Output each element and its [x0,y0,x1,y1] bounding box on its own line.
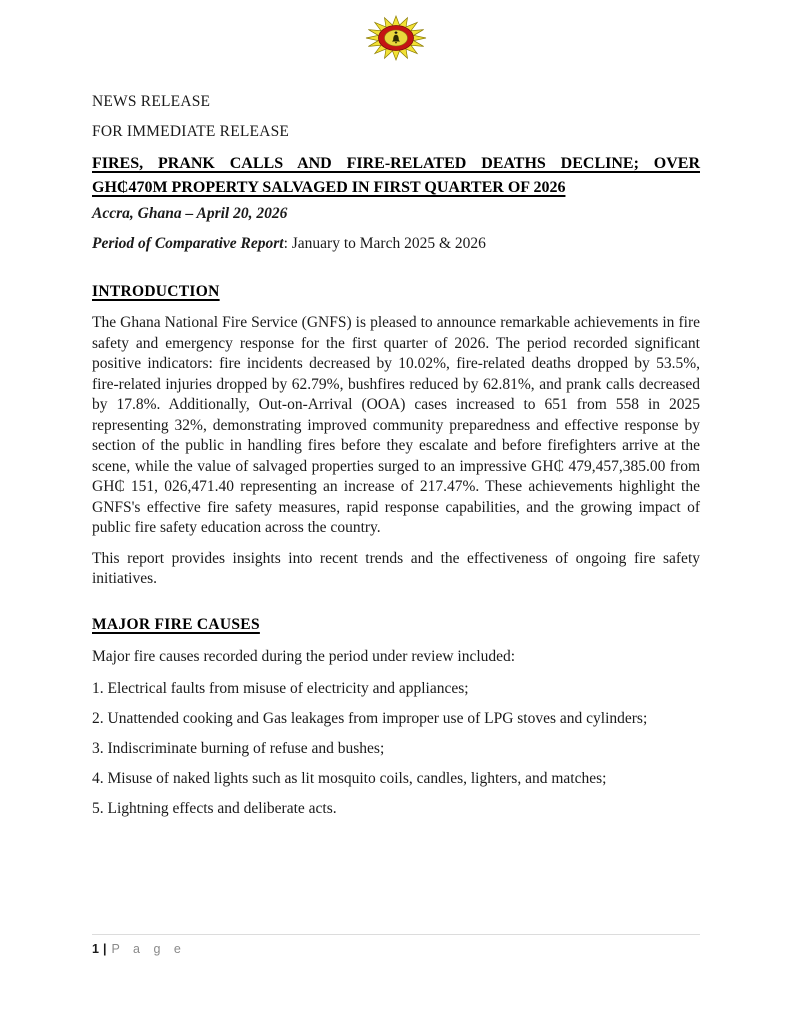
major-fire-causes-heading: MAJOR FIRE CAUSES [92,615,260,633]
period-label: Period of Comparative Report [92,235,284,252]
period-value: : January to March 2025 & 2026 [283,235,486,252]
dateline: Accra, Ghana – April 20, 2026 [92,205,288,222]
comparative-period-line [92,234,700,254]
introduction-heading: INTRODUCTION [92,283,220,300]
news-release-label: NEWS RELEASE [92,93,211,110]
for-immediate-release-label: FOR IMMEDIATE RELEASE [92,123,290,140]
logo-row [92,14,700,62]
page-number: 1 [92,942,99,956]
page-footer [92,934,700,956]
cause-item-3: 3. Indiscriminate burning of refuse and bushes; [92,739,385,757]
introduction-paragraph-2: This report provides insights into recent trends and the effectiveness of ongoing fire safety initiatives. [92,549,700,587]
headline-text: FIRES, PRANK CALLS AND FIRE-RELATED DEATHS DECLINE; OVER GH₵470M PROPERTY SALVAGED IN FIRST QUARTER OF 2026 [92,155,700,196]
cause-item-2: 2. Unattended cooking and Gas leakages from improper use of LPG stoves and cylinders; [92,709,648,727]
introduction-paragraph-1: The Ghana National Fire Service (GNFS) is pleased to announce remarkable achievements in fire safety and emergency response for the first quarter of 2026. The period recorded significant positive indicators: fire incidents decreased by 10.02%, fire-related deaths dropped by 53.5%, fire-related injuries dropped by 62.79%, bushfires reduced by 62.81%, and prank calls decreased by 17.8%. Additionally, Out-on-Arrival (OOA) cases increased to 651 from 558 in 2025 representing 32%, demonstrating improved community preparedness and effective response by section of the public in handling fires before they escalate and before firefighters arrive at the scene, while the value of salvaged properties surged to an impressive GH₵ 479,457,385.00 from GH₵ 151, 026,471.40 representing an increase of 217.47%. These achievements highlight the GNFS's effective fire safety measures, rapid response capabilities, and the growing impact of public fire safety education across the country. [92,314,700,536]
cause-item-5: 5. Lightning effects and deliberate acts. [92,799,337,817]
footer-page-word: P a g e [111,942,186,956]
cause-item-1: 1. Electrical faults from misuse of electricity and appliances; [92,679,469,697]
footer-separator: | [102,942,107,956]
major-fire-causes-intro: Major fire causes recorded during the period under review included: [92,647,516,665]
headline [92,152,700,200]
gnfs-crest-icon [363,14,429,62]
cause-item-4: 4. Misuse of naked lights such as lit mosquito coils, candles, lighters, and matches; [92,769,607,787]
